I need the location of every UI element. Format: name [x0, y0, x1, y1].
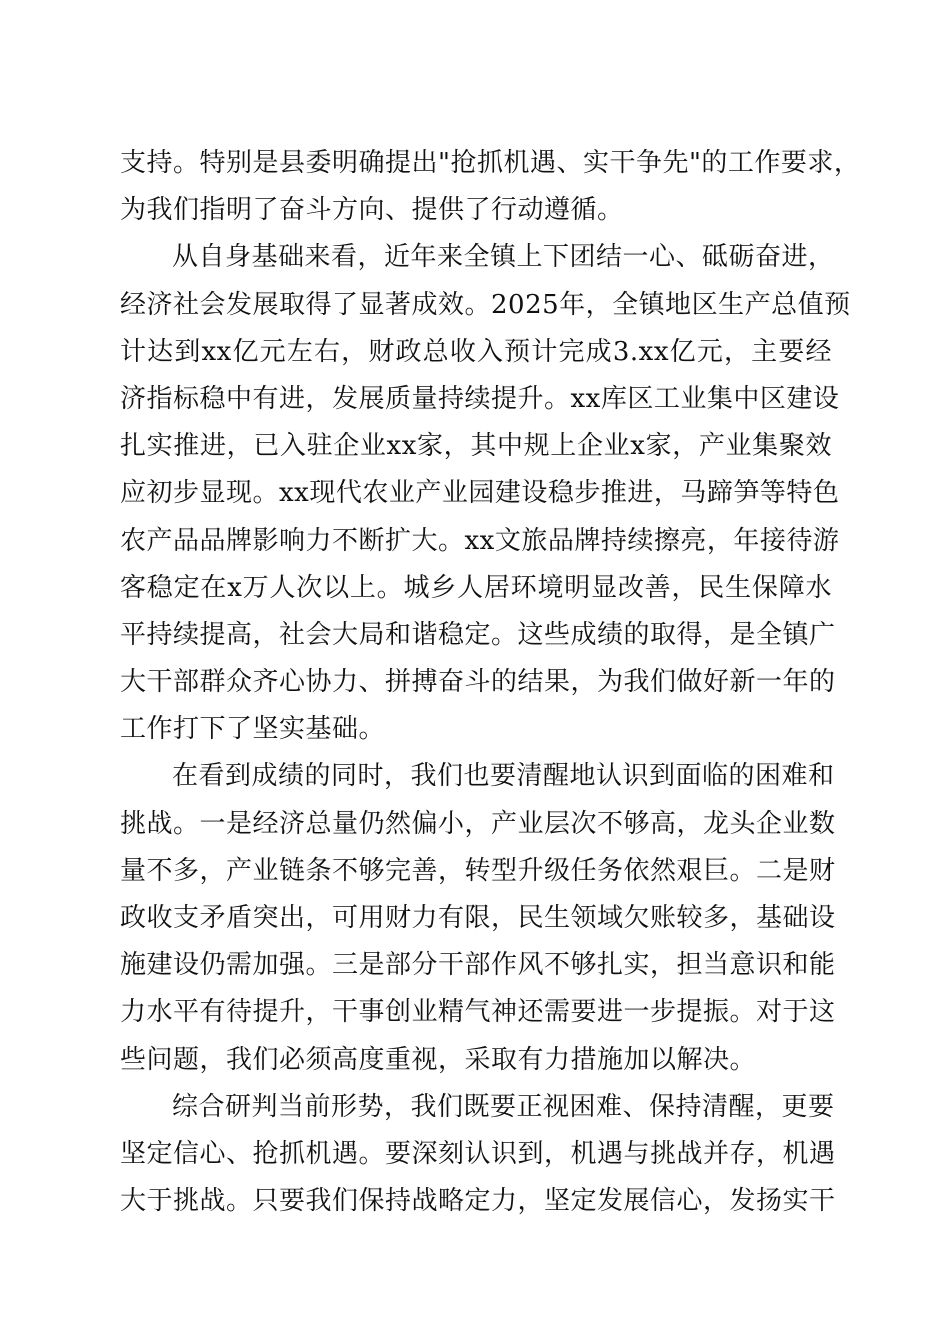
text-line: 大于挑战。只要我们保持战略定力，坚定发展信心，发扬实干: [120, 1186, 836, 1217]
text-line: 在看到成绩的同时，我们也要清醒地认识到面临的困难和: [172, 761, 835, 792]
text-line: 些问题，我们必须高度重视，采取有力措施加以解决。: [120, 1044, 757, 1075]
text-line: 应初步显现。xx现代农业产业园建设稳步推进，马蹄笋等特色: [120, 478, 840, 509]
text-line: 扎实推进，已入驻企业xx家，其中规上企业x家，产业集聚效: [120, 431, 832, 462]
text-line: 挑战。一是经济总量仍然偏小，产业层次不够高，龙头企业数: [120, 808, 836, 839]
text-line: 为我们指明了奋斗方向、提供了行动遵循。: [120, 195, 624, 226]
text-line: 量不多，产业链条不够完善，转型升级任务依然艰巨。二是财: [120, 855, 836, 886]
document-body: [120, 140, 861, 1225]
text-line: 综合研判当前形势，我们既要正视困难、保持清醒，更要: [172, 1091, 835, 1122]
text-line: 客稳定在x万人次以上。城乡人居环境明显改善，民生保障水: [120, 572, 832, 603]
text-line: 从自身基础来看，近年来全镇上下团结一心、砥砺奋进，: [172, 242, 835, 273]
text-line: 经济社会发展取得了显著成效。2025年，全镇地区生产总值预: [120, 289, 851, 320]
text-line: 施建设仍需加强。三是部分干部作风不够扎实，担当意识和能: [120, 950, 836, 981]
text-line: 平持续提高，社会大局和谐稳定。这些成绩的取得，是全镇广: [120, 619, 836, 650]
text-line: 工作打下了坚实基础。: [120, 714, 386, 745]
text-line: 大干部群众齐心协力、拼搏奋斗的结果，为我们做好新一年的: [120, 667, 836, 698]
text-line: 力水平有待提升，干事创业精气神还需要进一步提振。对于这: [120, 997, 836, 1028]
text-line: 农产品品牌影响力不断扩大。xx文旅品牌持续擦亮，年接待游: [120, 525, 840, 556]
text-line: 政收支矛盾突出，可用财力有限，民生领域欠账较多，基础设: [120, 903, 836, 933]
text-line: 计达到xx亿元左右，财政总收入预计完成3.xx亿元，主要经: [120, 336, 832, 367]
text-line: 坚定信心、抢抓机遇。要深刻认识到，机遇与挑战并存，机遇: [120, 1138, 836, 1169]
text-line: 支持。特别是县委明确提出"抢抓机遇、实干争先"的工作要求，: [120, 148, 861, 178]
text-line: 济指标稳中有进，发展质量持续提升。xx库区工业集中区建设: [120, 383, 840, 414]
